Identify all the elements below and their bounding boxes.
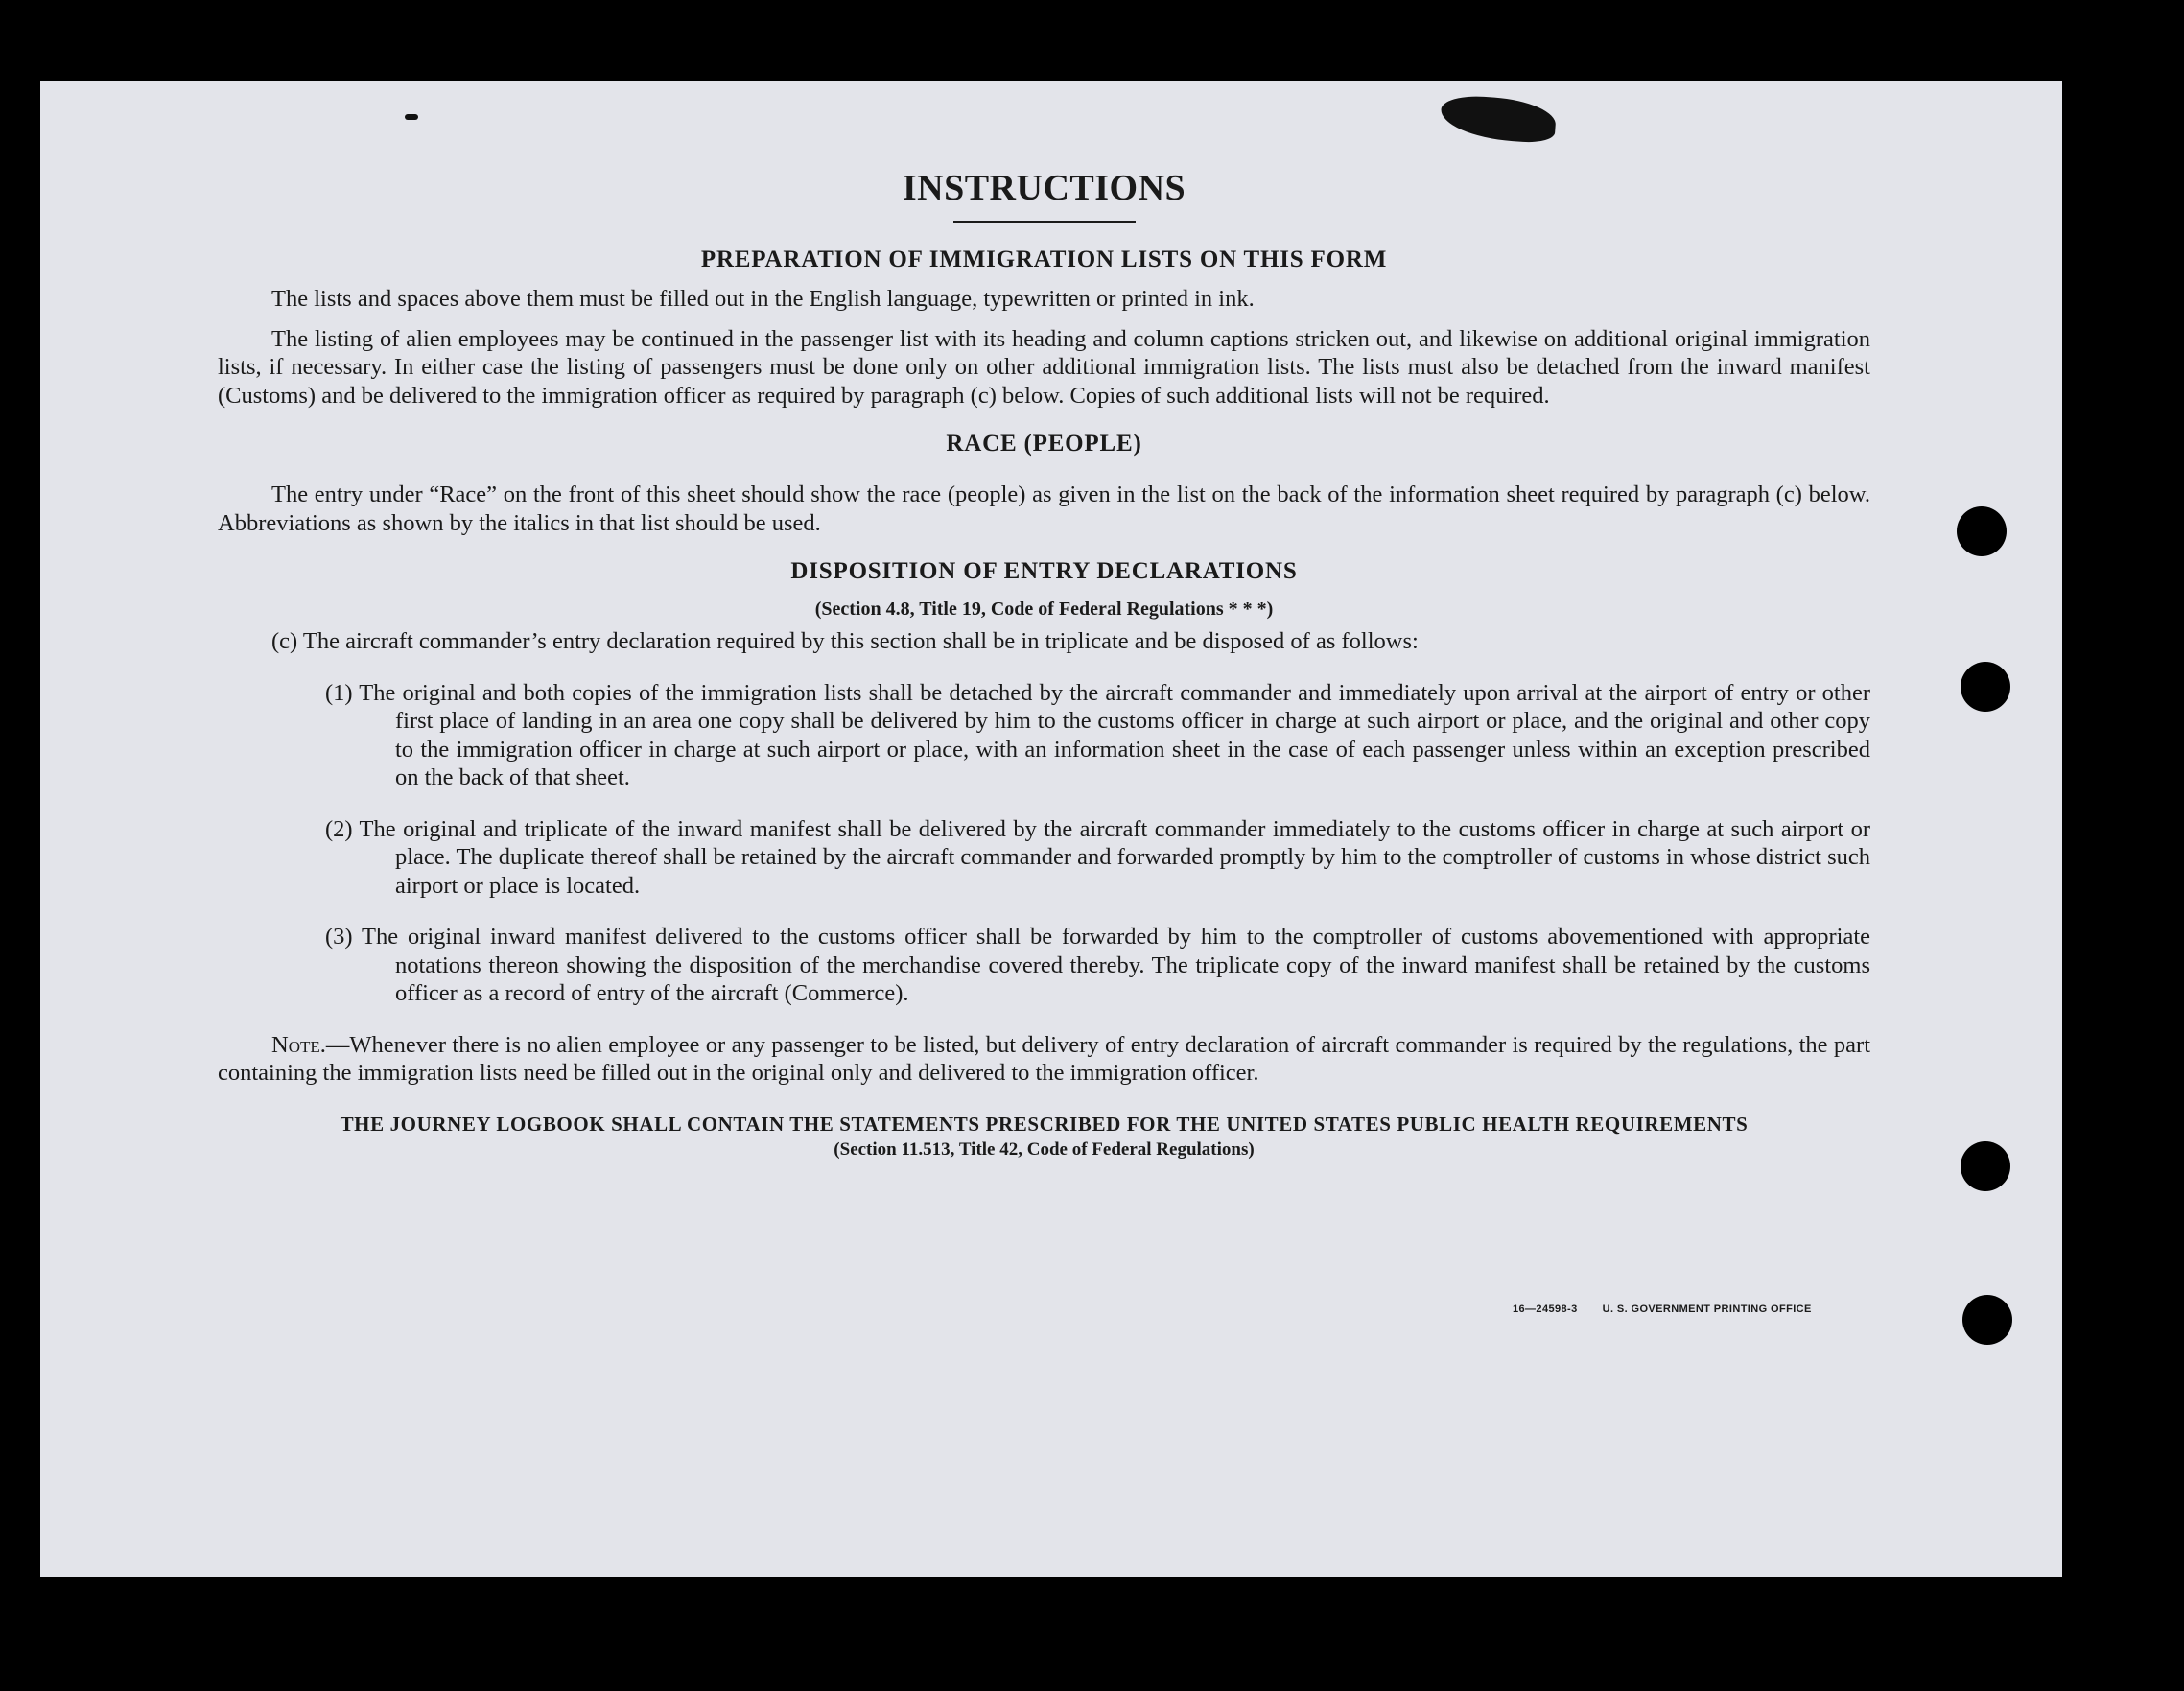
ink-smudge	[1440, 94, 1558, 144]
disposition-item-1: (1) The original and both copies of the immigration lists shall be detached by the aircraft commander and immediately upon arrival at the airport of entry or other first place of landing in an area one copy shall be delivered by him to the customs officer in charge at such airport or place, and the original and other copy to the immigration officer in charge at such airport or place, with an information sheet in the case of each passenger unless within an exception prescribed on the back of that sheet.	[325, 679, 1870, 790]
heading-preparation: PREPARATION OF IMMIGRATION LISTS ON THIS FORM	[700, 247, 1388, 272]
title-rule	[953, 221, 1136, 223]
document-sheet	[40, 81, 2062, 1577]
page-title: INSTRUCTIONS	[902, 168, 1186, 208]
heading-disposition: DISPOSITION OF ENTRY DECLARATIONS	[790, 558, 1298, 584]
note-label: Note.	[271, 1031, 326, 1058]
punch-hole-4	[1962, 1295, 2012, 1345]
heading-race: RACE (PEOPLE)	[946, 431, 1142, 457]
disposition-intro: (c) The aircraft commander’s entry declaration required by this section shall be in triplicate and be disposed of as follows:	[271, 628, 1419, 654]
disposition-citation: (Section 4.8, Title 19, Code of Federal Regulations * * *)	[814, 599, 1274, 620]
race-paragraph: The entry under “Race” on the front of this sheet should show the race (people) as given in the list on the back of the information sheet required by paragraph (c) below. Abbreviations as shown by the italics in that list should be used.	[218, 481, 1870, 536]
preparation-paragraph-1: The lists and spaces above them must be filled out in the English language, typewritten or printed in ink.	[271, 286, 1255, 312]
instructions-content	[218, 167, 1870, 1163]
disposition-item-2: (2) The original and triplicate of the inward manifest shall be delivered by the aircraft commander immediately to the customs officer in charge at such airport or place. The duplicate thereof shall be retained by the aircraft commander and forwarded promptly by him to the comptroller of customs in whose district such airport or place is located.	[325, 815, 1870, 899]
preparation-paragraph-2: The listing of alien employees may be continued in the passenger list with its heading and column captions stricken out, and likewise on additional original immigration lists, if necessary. In either case the listing of passengers must be done only on other additional immigration lists. The lists must also be detached from the inward manifest (Customs) and be delivered to the immigration officer as required by paragraph (c) below. Copies of such additional lists will not be required.	[218, 325, 1870, 409]
disposition-item-3: (3) The original inward manifest delivered to the customs officer shall be forwarded by him to the comptroller of customs abovementioned with appropriate notations thereon showing the disposition of the merchandise covered thereby. The triplicate copy of the inward manifest shall be retained by the customs officer as a record of entry of the aircraft (Commerce).	[325, 924, 1870, 1006]
note-text: —Whenever there is no alien employee or any passenger to be listed, but delivery of entry declaration of aircraft commander is required by the regulations, the part containing the immigration lists need be filled out in the original only and delivered to the immigration officer.	[218, 1031, 1870, 1086]
punch-hole-1	[1957, 506, 2007, 556]
punch-hole-2	[1961, 662, 2010, 712]
note-paragraph	[218, 1031, 1870, 1088]
printer-imprint	[1513, 1303, 1837, 1315]
logbook-requirement: THE JOURNEY LOGBOOK SHALL CONTAIN THE STATEMENTS PRESCRIBED FOR THE UNITED STATES PUBLIC HEALTH REQUIREMENTS	[340, 1112, 1749, 1136]
form-number: 16—24598-3	[1513, 1303, 1578, 1315]
logbook-citation: (Section 11.513, Title 42, Code of Federal Regulations)	[834, 1139, 1255, 1160]
printing-office: U. S. GOVERNMENT PRINTING OFFICE	[1602, 1303, 1812, 1315]
punch-hole-3	[1961, 1141, 2010, 1191]
ink-speck	[405, 114, 418, 120]
